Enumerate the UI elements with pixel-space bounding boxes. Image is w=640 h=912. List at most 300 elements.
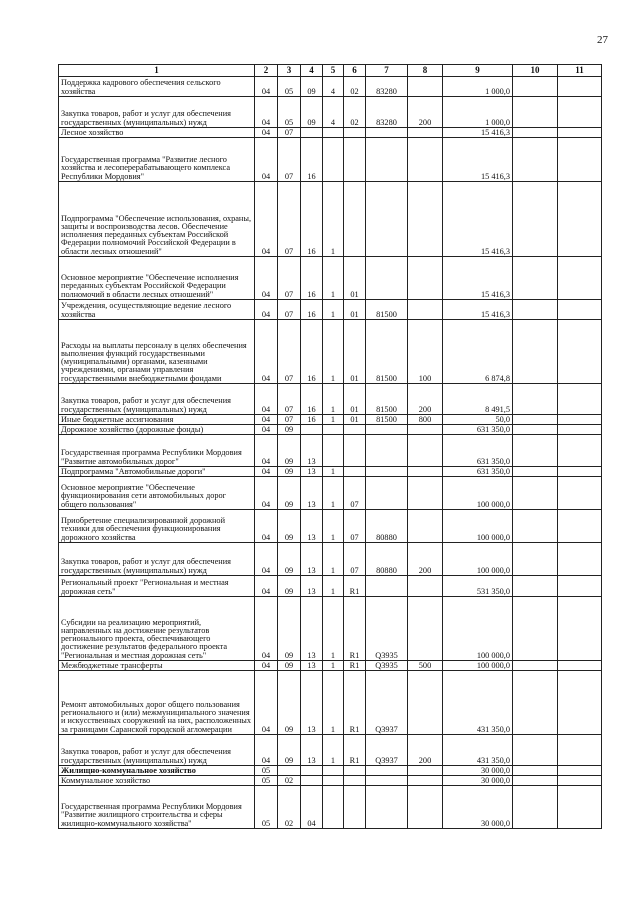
code-cell	[366, 257, 408, 300]
code-cell	[344, 786, 366, 829]
code-cell: 16	[301, 300, 323, 320]
code-cell: 09	[278, 467, 301, 477]
code-cell: 13	[301, 735, 323, 766]
empty-cell	[558, 510, 602, 543]
code-cell	[408, 786, 443, 829]
code-cell: 05	[255, 776, 278, 786]
code-cell: 16	[301, 384, 323, 415]
code-cell: 16	[301, 415, 323, 425]
amount-cell: 100 000,0	[443, 661, 513, 671]
code-cell: 1	[323, 320, 344, 384]
code-cell: 04	[255, 300, 278, 320]
code-cell: 07	[278, 182, 301, 257]
code-cell: 4	[323, 97, 344, 128]
code-cell: 13	[301, 576, 323, 597]
code-cell: 01	[344, 415, 366, 425]
code-cell	[323, 776, 344, 786]
code-cell: 09	[278, 543, 301, 576]
row-name-cell: Закупка товаров, работ и услуг для обеспечения государственных (муниципальных) нужд	[59, 735, 255, 766]
code-cell	[408, 425, 443, 435]
table-row	[59, 257, 602, 300]
empty-cell	[558, 384, 602, 415]
code-cell: 16	[301, 320, 323, 384]
empty-cell	[558, 543, 602, 576]
code-cell	[301, 766, 323, 776]
code-cell: 02	[278, 776, 301, 786]
empty-cell	[513, 467, 558, 477]
code-cell	[408, 510, 443, 543]
header-cell: 3	[278, 65, 301, 77]
code-cell: 04	[255, 735, 278, 766]
amount-cell: 15 416,3	[443, 138, 513, 182]
row-name-cell: Государственная программа Республики Мордовия "Развитие автомобильных дорог"	[59, 435, 255, 467]
code-cell	[344, 138, 366, 182]
code-cell: 80880	[366, 543, 408, 576]
row-name-cell: Закупка товаров, работ и услуг для обеспечения государственных (муниципальных) нужд	[59, 97, 255, 128]
amount-cell: 1 000,0	[443, 97, 513, 128]
empty-cell	[558, 661, 602, 671]
code-cell	[344, 182, 366, 257]
row-name-cell: Учреждения, осуществляющие ведение лесного хозяйства	[59, 300, 255, 320]
code-cell: 04	[255, 415, 278, 425]
code-cell: 02	[344, 77, 366, 97]
code-cell: R1	[344, 661, 366, 671]
code-cell: 500	[408, 661, 443, 671]
code-cell	[278, 766, 301, 776]
code-cell: 1	[323, 300, 344, 320]
row-name-cell: Основное мероприятие "Обеспечение функционирования сети автомобильных дорог общего пользования"	[59, 477, 255, 510]
empty-cell	[513, 415, 558, 425]
code-cell: 13	[301, 477, 323, 510]
code-cell: 1	[323, 543, 344, 576]
empty-cell	[513, 384, 558, 415]
code-cell: 1	[323, 384, 344, 415]
code-cell: 81500	[366, 300, 408, 320]
code-cell: 05	[278, 97, 301, 128]
table-row	[59, 477, 602, 510]
page-number: 27	[597, 34, 608, 46]
code-cell	[408, 182, 443, 257]
table-row	[59, 320, 602, 384]
empty-cell	[513, 543, 558, 576]
code-cell: 1	[323, 257, 344, 300]
table-row	[59, 786, 602, 829]
amount-cell: 431 350,0	[443, 735, 513, 766]
empty-cell	[558, 77, 602, 97]
code-cell: 04	[255, 597, 278, 661]
code-cell: 16	[301, 257, 323, 300]
code-cell: 07	[278, 415, 301, 425]
table-row	[59, 300, 602, 320]
row-name-cell: Субсидии на реализацию мероприятий, направленных на достижение результатов регионального проекта, обеспечивающего достижение результатов федерального проекта "Региональная и местная дорожная сеть"	[59, 597, 255, 661]
code-cell	[323, 425, 344, 435]
code-cell: 09	[278, 435, 301, 467]
code-cell: 04	[255, 77, 278, 97]
code-cell: 01	[344, 384, 366, 415]
code-cell	[366, 435, 408, 467]
code-cell: Q3937	[366, 671, 408, 735]
code-cell	[408, 766, 443, 776]
code-cell: 05	[278, 77, 301, 97]
code-cell: 01	[344, 257, 366, 300]
amount-cell: 50,0	[443, 415, 513, 425]
row-name-cell: Лесное хозяйство	[59, 128, 255, 138]
row-name-cell: Поддержка кадрового обеспечения сельского хозяйства	[59, 77, 255, 97]
code-cell: Q3935	[366, 597, 408, 661]
amount-cell: 631 350,0	[443, 467, 513, 477]
code-cell: 09	[278, 576, 301, 597]
code-cell: 13	[301, 671, 323, 735]
empty-cell	[558, 425, 602, 435]
code-cell	[366, 786, 408, 829]
code-cell: 04	[255, 320, 278, 384]
code-cell	[301, 776, 323, 786]
code-cell: 04	[301, 786, 323, 829]
code-cell: 09	[301, 97, 323, 128]
amount-cell: 15 416,3	[443, 257, 513, 300]
code-cell	[408, 300, 443, 320]
code-cell: 09	[278, 661, 301, 671]
code-cell: 04	[255, 257, 278, 300]
code-cell: 1	[323, 467, 344, 477]
code-cell	[344, 435, 366, 467]
code-cell: 16	[301, 138, 323, 182]
empty-cell	[513, 576, 558, 597]
code-cell: 81500	[366, 384, 408, 415]
code-cell: 04	[255, 182, 278, 257]
code-cell	[301, 425, 323, 435]
row-name-cell: Приобретение специализированной дорожной техники для обеспечения функционирования дорожного хозяйства	[59, 510, 255, 543]
table-row	[59, 384, 602, 415]
row-name-cell: Межбюджетные трансферты	[59, 661, 255, 671]
code-cell	[323, 138, 344, 182]
code-cell: 04	[255, 435, 278, 467]
amount-cell: 6 874,8	[443, 320, 513, 384]
table-row	[59, 543, 602, 576]
row-name-cell: Закупка товаров, работ и услуг для обеспечения государственных (муниципальных) нужд	[59, 384, 255, 415]
table-row	[59, 435, 602, 467]
table-row	[59, 510, 602, 543]
code-cell: 4	[323, 77, 344, 97]
empty-cell	[558, 477, 602, 510]
header-cell: 5	[323, 65, 344, 77]
table-row	[59, 766, 602, 776]
code-cell: 09	[278, 671, 301, 735]
header-cell: 6	[344, 65, 366, 77]
amount-cell: 100 000,0	[443, 510, 513, 543]
header-cell: 7	[366, 65, 408, 77]
code-cell: 1	[323, 735, 344, 766]
empty-cell	[513, 320, 558, 384]
empty-cell	[558, 138, 602, 182]
code-cell: 04	[255, 138, 278, 182]
code-cell: 200	[408, 97, 443, 128]
code-cell: 80880	[366, 510, 408, 543]
code-cell: 07	[278, 300, 301, 320]
row-name-cell: Ремонт автомобильных дорог общего пользования регионального и (или) межмуниципального значения и искусственных сооружений на них, расположенных за границами Саранской городской агломерации	[59, 671, 255, 735]
table-row	[59, 425, 602, 435]
empty-cell	[558, 435, 602, 467]
code-cell	[323, 766, 344, 776]
table-row	[59, 97, 602, 128]
code-cell	[408, 467, 443, 477]
code-cell: 13	[301, 510, 323, 543]
code-cell: 1	[323, 597, 344, 661]
code-cell	[366, 467, 408, 477]
amount-cell: 631 350,0	[443, 435, 513, 467]
empty-cell	[513, 597, 558, 661]
code-cell	[366, 128, 408, 138]
header-cell: 9	[443, 65, 513, 77]
code-cell: 200	[408, 384, 443, 415]
table-row	[59, 661, 602, 671]
row-name-cell: Иные бюджетные ассигнования	[59, 415, 255, 425]
empty-cell	[558, 671, 602, 735]
code-cell: 200	[408, 543, 443, 576]
code-cell	[408, 776, 443, 786]
code-cell: 04	[255, 425, 278, 435]
code-cell: Q3937	[366, 735, 408, 766]
empty-cell	[513, 182, 558, 257]
code-cell: 04	[255, 543, 278, 576]
code-cell: 09	[278, 597, 301, 661]
code-cell	[344, 467, 366, 477]
code-cell	[408, 671, 443, 735]
code-cell: 83280	[366, 97, 408, 128]
code-cell: 09	[278, 735, 301, 766]
code-cell: 1	[323, 415, 344, 425]
code-cell: 09	[278, 477, 301, 510]
empty-cell	[558, 128, 602, 138]
table-row	[59, 776, 602, 786]
amount-cell: 15 416,3	[443, 182, 513, 257]
empty-cell	[558, 257, 602, 300]
row-name-cell: Расходы на выплаты персоналу в целях обеспечения выполнения функций государственными (муниципальными) органами, казенными учреждениями, органами управления государственными внебюджетными фондами	[59, 320, 255, 384]
code-cell: R1	[344, 576, 366, 597]
code-cell	[323, 786, 344, 829]
empty-cell	[558, 597, 602, 661]
code-cell: 16	[301, 182, 323, 257]
code-cell: 07	[278, 384, 301, 415]
empty-cell	[513, 510, 558, 543]
code-cell: 07	[344, 477, 366, 510]
row-name-cell: Региональный проект "Региональная и местная дорожная сеть"	[59, 576, 255, 597]
code-cell: 1	[323, 576, 344, 597]
code-cell: R1	[344, 735, 366, 766]
empty-cell	[513, 97, 558, 128]
code-cell	[366, 576, 408, 597]
empty-cell	[558, 467, 602, 477]
code-cell	[366, 477, 408, 510]
code-cell: 13	[301, 467, 323, 477]
empty-cell	[513, 776, 558, 786]
code-cell: 05	[255, 786, 278, 829]
empty-cell	[513, 766, 558, 776]
amount-cell: 30 000,0	[443, 776, 513, 786]
empty-cell	[558, 320, 602, 384]
empty-cell	[558, 786, 602, 829]
row-name-cell: Коммунальное хозяйство	[59, 776, 255, 786]
table-row	[59, 576, 602, 597]
table-row	[59, 138, 602, 182]
header-cell: 2	[255, 65, 278, 77]
header-cell: 10	[513, 65, 558, 77]
code-cell: 04	[255, 477, 278, 510]
table-row	[59, 671, 602, 735]
table-row	[59, 415, 602, 425]
code-cell: 09	[278, 510, 301, 543]
code-cell: 07	[278, 257, 301, 300]
code-cell	[344, 766, 366, 776]
empty-cell	[558, 97, 602, 128]
code-cell	[408, 435, 443, 467]
row-name-cell: Основное мероприятие "Обеспечение исполнения переданных субъектам Российской Федерации полномочий в области лесных отношений"	[59, 257, 255, 300]
code-cell	[366, 425, 408, 435]
empty-cell	[513, 425, 558, 435]
code-cell: 02	[344, 97, 366, 128]
code-cell: 1	[323, 661, 344, 671]
code-cell: 01	[344, 300, 366, 320]
empty-cell	[513, 77, 558, 97]
header-cell: 4	[301, 65, 323, 77]
code-cell: 09	[278, 425, 301, 435]
amount-cell: 15 416,3	[443, 300, 513, 320]
header-cell: 11	[558, 65, 602, 77]
empty-cell	[558, 300, 602, 320]
amount-cell: 30 000,0	[443, 766, 513, 776]
row-name-cell: Подпрограмма "Обеспечение использования, охраны, защиты и воспроизводства лесов. Обеспечение исполнения переданных субъектам Российской Федерации полномочий Российской Федерации в области лесных отношений"	[59, 182, 255, 257]
amount-cell: 15 416,3	[443, 128, 513, 138]
code-cell: 100	[408, 320, 443, 384]
code-cell	[344, 776, 366, 786]
code-cell: 81500	[366, 415, 408, 425]
code-cell	[366, 776, 408, 786]
code-cell: 1	[323, 671, 344, 735]
amount-cell: 1 000,0	[443, 77, 513, 97]
table-row	[59, 467, 602, 477]
empty-cell	[558, 415, 602, 425]
code-cell: R1	[344, 597, 366, 661]
code-cell: 04	[255, 128, 278, 138]
row-name-cell: Подпрограмма "Автомобильные дороги"	[59, 467, 255, 477]
code-cell: 13	[301, 661, 323, 671]
code-cell: R1	[344, 671, 366, 735]
code-cell: 05	[255, 766, 278, 776]
code-cell	[323, 128, 344, 138]
amount-cell: 30 000,0	[443, 786, 513, 829]
code-cell	[408, 128, 443, 138]
code-cell: 800	[408, 415, 443, 425]
header-cell: 1	[59, 65, 255, 77]
amount-cell: 100 000,0	[443, 543, 513, 576]
empty-cell	[513, 477, 558, 510]
amount-cell: 100 000,0	[443, 477, 513, 510]
amount-cell: 631 350,0	[443, 425, 513, 435]
code-cell: 83280	[366, 77, 408, 97]
empty-cell	[558, 182, 602, 257]
row-name-cell: Жилищно-коммунальное хозяйство	[59, 766, 255, 776]
code-cell: 1	[323, 510, 344, 543]
empty-cell	[513, 257, 558, 300]
empty-cell	[558, 576, 602, 597]
code-cell	[344, 128, 366, 138]
code-cell: 04	[255, 467, 278, 477]
empty-cell	[513, 735, 558, 766]
header-cell: 8	[408, 65, 443, 77]
empty-cell	[513, 128, 558, 138]
code-cell	[323, 435, 344, 467]
table-row	[59, 735, 602, 766]
code-cell	[366, 138, 408, 182]
code-cell	[408, 257, 443, 300]
empty-cell	[558, 735, 602, 766]
code-cell: 07	[344, 543, 366, 576]
table-row	[59, 77, 602, 97]
empty-cell	[513, 671, 558, 735]
budget-table	[58, 64, 602, 829]
empty-cell	[513, 300, 558, 320]
amount-cell: 8 491,5	[443, 384, 513, 415]
code-cell: Q3935	[366, 661, 408, 671]
empty-cell	[513, 435, 558, 467]
code-cell: 04	[255, 384, 278, 415]
amount-cell: 100 000,0	[443, 597, 513, 661]
table-row	[59, 128, 602, 138]
code-cell: 04	[255, 671, 278, 735]
table-row	[59, 182, 602, 257]
empty-cell	[558, 776, 602, 786]
code-cell: 07	[344, 510, 366, 543]
code-cell	[408, 576, 443, 597]
code-cell: 02	[278, 786, 301, 829]
code-cell	[408, 597, 443, 661]
row-name-cell: Государственная программа "Развитие лесного хозяйства и лесоперерабатывающего комплекса Республики Мордовия"	[59, 138, 255, 182]
code-cell: 13	[301, 597, 323, 661]
code-cell: 01	[344, 320, 366, 384]
code-cell: 13	[301, 435, 323, 467]
table-header-row	[59, 65, 602, 77]
code-cell: 07	[278, 320, 301, 384]
code-cell	[408, 477, 443, 510]
code-cell: 04	[255, 510, 278, 543]
code-cell: 04	[255, 661, 278, 671]
code-cell: 04	[255, 97, 278, 128]
amount-cell: 431 350,0	[443, 671, 513, 735]
code-cell: 07	[278, 138, 301, 182]
table-row	[59, 597, 602, 661]
code-cell	[344, 425, 366, 435]
empty-cell	[558, 766, 602, 776]
empty-cell	[513, 661, 558, 671]
amount-cell: 531 350,0	[443, 576, 513, 597]
empty-cell	[513, 138, 558, 182]
code-cell: 1	[323, 182, 344, 257]
code-cell	[366, 766, 408, 776]
row-name-cell: Дорожное хозяйство (дорожные фонды)	[59, 425, 255, 435]
code-cell: 1	[323, 477, 344, 510]
code-cell: 07	[278, 128, 301, 138]
code-cell	[408, 138, 443, 182]
code-cell: 200	[408, 735, 443, 766]
code-cell	[301, 128, 323, 138]
row-name-cell: Государственная программа Республики Мордовия "Развитие жилищного строительства и сферы жилищно-коммунального хозяйства"	[59, 786, 255, 829]
code-cell: 13	[301, 543, 323, 576]
row-name-cell: Закупка товаров, работ и услуг для обеспечения государственных (муниципальных) нужд	[59, 543, 255, 576]
code-cell	[408, 77, 443, 97]
code-cell	[366, 182, 408, 257]
code-cell: 09	[301, 77, 323, 97]
code-cell: 04	[255, 576, 278, 597]
